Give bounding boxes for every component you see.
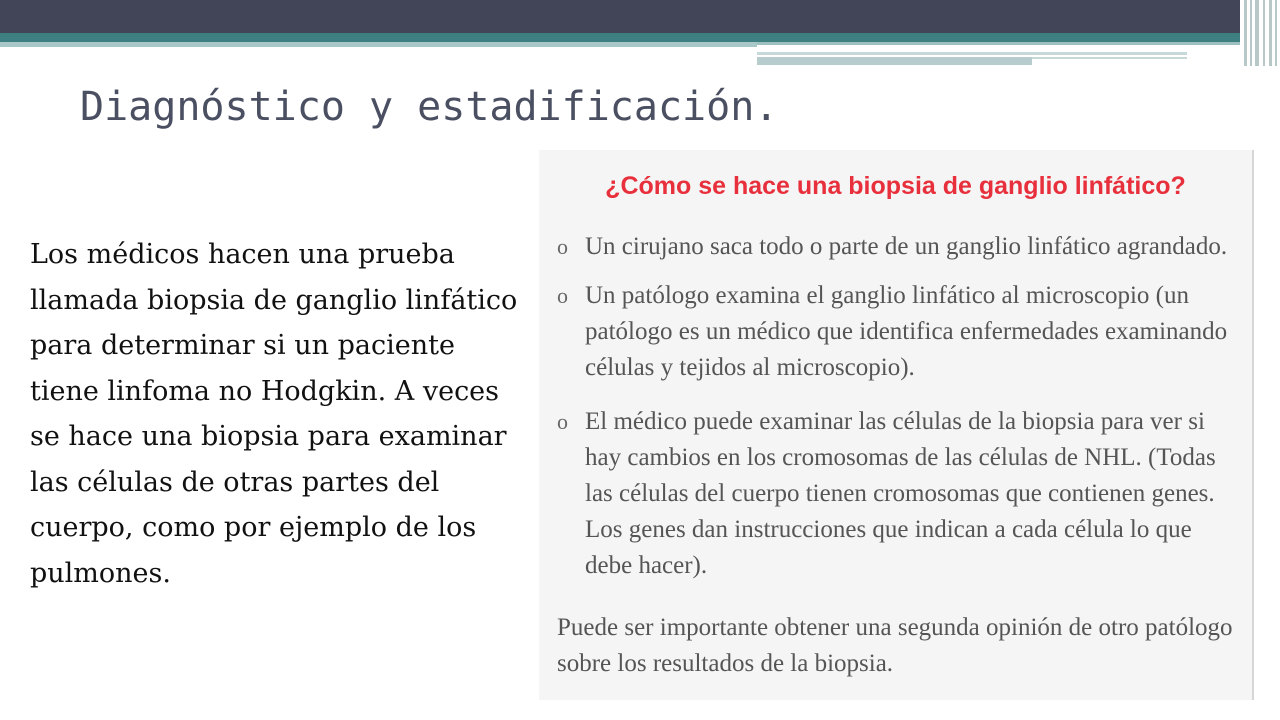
bullet-item — [557, 224, 1237, 269]
bullet-circle-icon: o — [557, 234, 568, 259]
bullet-circle-icon: o — [557, 409, 568, 434]
top-band-underline — [757, 52, 1187, 55]
top-band-dark — [0, 0, 1240, 33]
panel-title: ¿Cómo se hace una biopsia de ganglio linfático? — [605, 172, 1186, 200]
closing-paragraph: Puede ser importante obtener una segunda opinión de otro patólogo sobre los resultados de la biopsia. — [557, 614, 1233, 677]
bullet-circle-icon: o — [557, 283, 568, 308]
bullet-text: Un cirujano saca todo o parte de un ganglio linfático agrandado. — [585, 233, 1228, 260]
corner-stripes — [1240, 0, 1280, 66]
bullet-item — [557, 278, 1237, 386]
top-band-light — [0, 42, 757, 47]
top-band-underline-thick — [757, 57, 1032, 65]
info-panel — [539, 150, 1254, 700]
top-band-light-right — [757, 42, 1240, 45]
bullet-item — [557, 404, 1237, 584]
top-band-underline-thin — [1032, 57, 1187, 59]
top-band-teal — [0, 33, 1240, 42]
bullet-text: Un patólogo examina el ganglio linfático al microscopio (un patólogo es un médico que identifica enfermedades examinando células y tejidos al microscopio). — [585, 282, 1228, 381]
bullet-text: El médico puede examinar las células de la biopsia para ver si hay cambios en los cromosomas de las células de NHL. (Todas las células del cuerpo tienen cromosomas que contienen genes. Los genes dan instrucciones que indican a cada célula lo que debe hacer). — [585, 408, 1216, 579]
slide-title: Diagnóstico y estadificación. — [80, 84, 779, 130]
body-text: Los médicos hacen una prueba llamada biopsia de ganglio linfático para determinar si un paciente tiene linfoma no Hodgkin. A veces se hace una biopsia para examinar las células de otras partes del cuerpo, como por ejemplo de los pulmones. — [30, 239, 518, 589]
